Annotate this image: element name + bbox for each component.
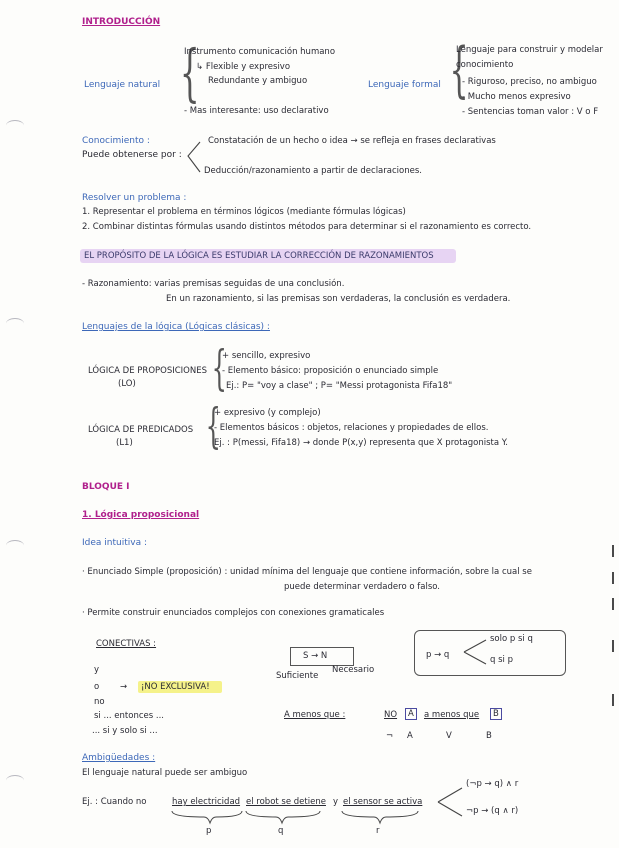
conectivas-heading: CONECTIVAS : <box>96 639 157 649</box>
branch-lines <box>462 636 488 668</box>
conocimiento-label: Conocimiento : <box>82 136 150 146</box>
lpr-item: + expresivo (y complejo) <box>214 408 321 418</box>
conocimiento-label-2: Puede obtenerse por : <box>82 150 182 160</box>
margin-mark <box>612 694 614 706</box>
phrase-q: el robot se detiene <box>246 797 326 807</box>
enunciado-line: puede determinar verdadero o falso. <box>284 582 440 592</box>
lp-code: (LO) <box>118 379 136 389</box>
lp-title: LÓGICA DE PROPOSICIONES <box>88 366 207 376</box>
natural-item: Instrumento comunicación humano <box>184 47 336 57</box>
permite-line: · Permite construir enunciados complejos con conexiones gramaticales <box>82 608 385 618</box>
necesario-label: Necesario <box>332 665 375 675</box>
conectiva-item: o <box>94 682 100 692</box>
margin-mark <box>612 572 614 584</box>
conectiva-item: y <box>94 665 100 675</box>
lenguajes-heading: Lenguajes de la lógica (Lógicas clásicas) : <box>82 322 270 332</box>
brace: { <box>449 35 469 105</box>
amenos-label: A menos que : <box>284 710 346 720</box>
formal-item: - Riguroso, preciso, no ambiguo <box>462 77 597 87</box>
lp-item: Ej.: P= "voy a clase" ; P= "Messi protagonista Fifa18" <box>226 381 453 391</box>
natural-label: Lenguaje natural <box>84 80 161 90</box>
intro-heading: INTRODUCCIÓN <box>82 17 161 27</box>
lp-item: - Elemento básico: proposición o enunciado simple <box>222 366 439 376</box>
brace: { <box>211 340 227 396</box>
symbol-b: B <box>486 731 492 741</box>
natural-item: - Mas interesante: uso declarativo <box>184 106 329 116</box>
phrase-p: hay electricidad <box>172 797 241 807</box>
conectiva-item: ... si y solo si ... <box>92 726 158 736</box>
label-r: r <box>376 826 380 836</box>
pq-right: solo p si q <box>490 634 533 644</box>
amenos-no: NO <box>384 710 398 720</box>
razonamiento-line: - Razonamiento: varias premisas seguidas de una conclusión. <box>82 279 345 289</box>
formal-item: - Sentencias toman valor : V o F <box>462 107 599 117</box>
formal-item: conocimiento <box>456 60 514 70</box>
phrase-r: el sensor se activa <box>343 797 423 807</box>
conocimiento-option: Constatación de un hecho o idea → se refleja en frases declarativas <box>208 136 496 146</box>
lpr-item: - Elementos básicos : objetos, relaciones y propiedades de ellos. <box>214 423 489 433</box>
formal-item: Lenguaje para construir y modelar <box>456 45 603 55</box>
symbol-a: A <box>407 731 413 741</box>
idea-heading: Idea intuitiva : <box>82 538 147 548</box>
amenos-mid: a menos que <box>424 710 480 720</box>
ej-prefix: Ej. : Cuando no <box>82 797 147 807</box>
pq-left: p → q <box>426 650 450 660</box>
formal-label: Lenguaje formal <box>368 80 441 90</box>
conectiva-item: no <box>94 697 105 707</box>
margin-mark <box>612 598 614 610</box>
resolver-step: 1. Representar el problema en términos lógicos (mediante fórmulas lógicas) <box>82 207 406 217</box>
arrow-icon: → <box>120 682 128 692</box>
amenos-a: A <box>405 708 417 720</box>
enunciado-line: · Enunciado Simple (proposición) : unidad mínima del lenguaje que contiene información, sobre la cual se <box>82 567 532 577</box>
formal-item: - Mucho menos expresivo <box>462 92 571 102</box>
conectiva-item: si ... entonces ... <box>94 711 164 721</box>
branch-lines <box>436 784 466 820</box>
label-p: p <box>206 826 212 836</box>
natural-item: ↳ Flexible y expresivo <box>196 62 291 72</box>
brace: { <box>179 36 200 109</box>
lp-item: + sencillo, expresivo <box>222 351 311 361</box>
lpr-item: Ej. : P(messi, Fifa18) → donde P(x,y) representa que X protagonista Y. <box>214 438 508 448</box>
resolver-heading: Resolver un problema : <box>82 193 187 203</box>
suficiente-label: Suficiente <box>276 671 319 681</box>
razonamiento-line: En un razonamiento, si las premisas son verdaderas, la conclusión es verdadera. <box>166 294 511 304</box>
label-q: q <box>278 826 284 836</box>
result-1: (¬p → q) ∧ r <box>466 779 519 789</box>
proposito-text: EL PROPÓSITO DE LA LÓGICA ES ESTUDIAR LA CORRECCIÓN DE RAZONAMIENTOS <box>84 251 434 261</box>
brace: { <box>205 398 221 454</box>
ambiguedades-heading: Ambigüedades : <box>82 753 156 763</box>
binder-hole <box>6 540 24 551</box>
binder-hole <box>6 120 24 131</box>
binder-hole <box>6 318 24 329</box>
sn-box-text: S → N <box>303 651 328 661</box>
pq-right: q si p <box>490 655 513 665</box>
symbol-or: V <box>446 731 452 741</box>
bloque-title: BLOQUE I <box>82 482 130 492</box>
lpr-code: (L1) <box>116 438 133 448</box>
section-title: 1. Lógica proposicional <box>82 510 200 520</box>
amenos-b: B <box>490 708 502 720</box>
margin-mark <box>612 545 614 557</box>
no-exclusiva: ¡NO EXCLUSIVA! <box>141 682 210 692</box>
branch-lines <box>186 140 202 176</box>
symbol-not: ¬ <box>386 731 394 741</box>
connector-y: y <box>333 797 339 807</box>
resolver-step: 2. Combinar distintas fórmulas usando distintos métodos para determinar si el razonamiento es correcto. <box>82 222 532 232</box>
result-2: ¬p → (q ∧ r) <box>466 806 519 816</box>
margin-mark <box>612 640 614 652</box>
conocimiento-option: Deducción/razonamiento a partir de declaraciones. <box>204 166 422 176</box>
lpr-title: LÓGICA DE PREDICADOS <box>88 425 194 435</box>
binder-hole <box>6 775 24 786</box>
natural-item: Redundante y ambiguo <box>208 76 308 86</box>
ambiguedades-line: El lenguaje natural puede ser ambiguo <box>82 768 248 778</box>
underbraces <box>170 809 440 825</box>
